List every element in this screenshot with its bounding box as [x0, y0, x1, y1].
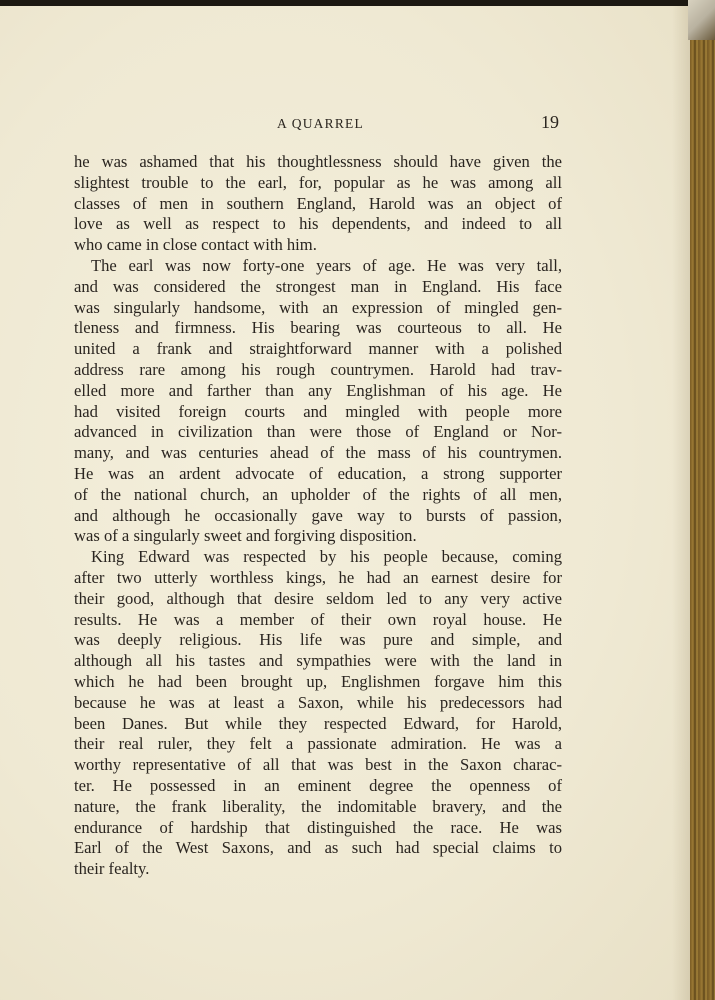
- text-line: was deeply religious. His life was pure and simple, and: [74, 630, 562, 650]
- text-line: their good, although that desire seldom led to any very active: [74, 588, 562, 608]
- text-line: who came in close contact with him.: [74, 235, 317, 255]
- text-line: endurance of hardship that distinguished the race. He was: [74, 817, 562, 837]
- text-line: united a frank and straightforward manner with a polished: [74, 339, 562, 359]
- text-line: had visited foreign courts and mingled with people more: [74, 401, 562, 421]
- text-line: was of a singularly sweet and forgiving disposition.: [74, 526, 417, 546]
- text-line: he was ashamed that his thoughtlessness should have given the: [74, 152, 562, 171]
- text-line: which he had been brought up, Englishmen forgave him this: [74, 671, 562, 691]
- text-line: address rare among his rough countrymen. Harold had trav-: [74, 359, 562, 379]
- text-line: He was an ardent advocate of education, a strong supporter: [74, 463, 562, 483]
- page-gutter-shadow: [672, 6, 692, 1000]
- text-line: after two utterly worthless kings, he had an earnest desire for: [74, 567, 562, 587]
- text-line: and although he occasionally gave way to bursts of passion,: [74, 505, 562, 525]
- text-line: advanced in civilization than were those of England or Nor-: [74, 422, 562, 442]
- text-line: Earl of the West Saxons, and as such had special claims to: [74, 838, 562, 858]
- text-line: been Danes. But while they respected Edward, for Harold,: [74, 713, 562, 733]
- text-line: was singularly handsome, with an expression of mingled gen-: [74, 297, 562, 317]
- text-line: of the national church, an upholder of the rights of all men,: [74, 484, 562, 504]
- text-line: slightest trouble to the earl, for, popular as he was among all: [74, 172, 562, 192]
- text-line: although all his tastes and sympathies were with the land in: [74, 651, 562, 671]
- text-line: their fealty.: [74, 859, 150, 879]
- text-line: elled more and farther than any Englishman of his age. He: [74, 380, 562, 400]
- page-corner-fold: [688, 0, 715, 40]
- running-title: A QUARREL: [277, 116, 364, 131]
- text-line: results. He was a member of their own royal house. He: [74, 609, 562, 629]
- text-line: because he was at least a Saxon, while his predecessors had: [74, 692, 562, 712]
- text-line: classes of men in southern England, Harold was an object of: [74, 193, 562, 213]
- text-line: many, and was centuries ahead of the mass of his countrymen.: [74, 443, 562, 463]
- text-line: nature, the frank liberality, the indomitable bravery, and the: [74, 796, 562, 816]
- text-line: love as well as respect to his dependents, and indeed to all: [74, 214, 562, 234]
- page-number: 19: [541, 112, 559, 132]
- text-line: worthy representative of all that was best in the Saxon charac-: [74, 755, 562, 775]
- book-binding: [690, 6, 715, 1000]
- page-header: [0, 110, 690, 140]
- text-line: The earl was now forty-one years of age. He was very tall,: [91, 255, 562, 275]
- text-line: tleness and firmness. His bearing was courteous to all. He: [74, 318, 562, 338]
- body-text: [74, 152, 562, 880]
- text-line: King Edward was respected by his people because, coming: [91, 547, 562, 567]
- text-line: and was considered the strongest man in England. His face: [74, 276, 562, 296]
- text-line: ter. He possessed in an eminent degree the openness of: [74, 775, 562, 795]
- text-line: their real ruler, they felt a passionate admiration. He was a: [74, 734, 562, 754]
